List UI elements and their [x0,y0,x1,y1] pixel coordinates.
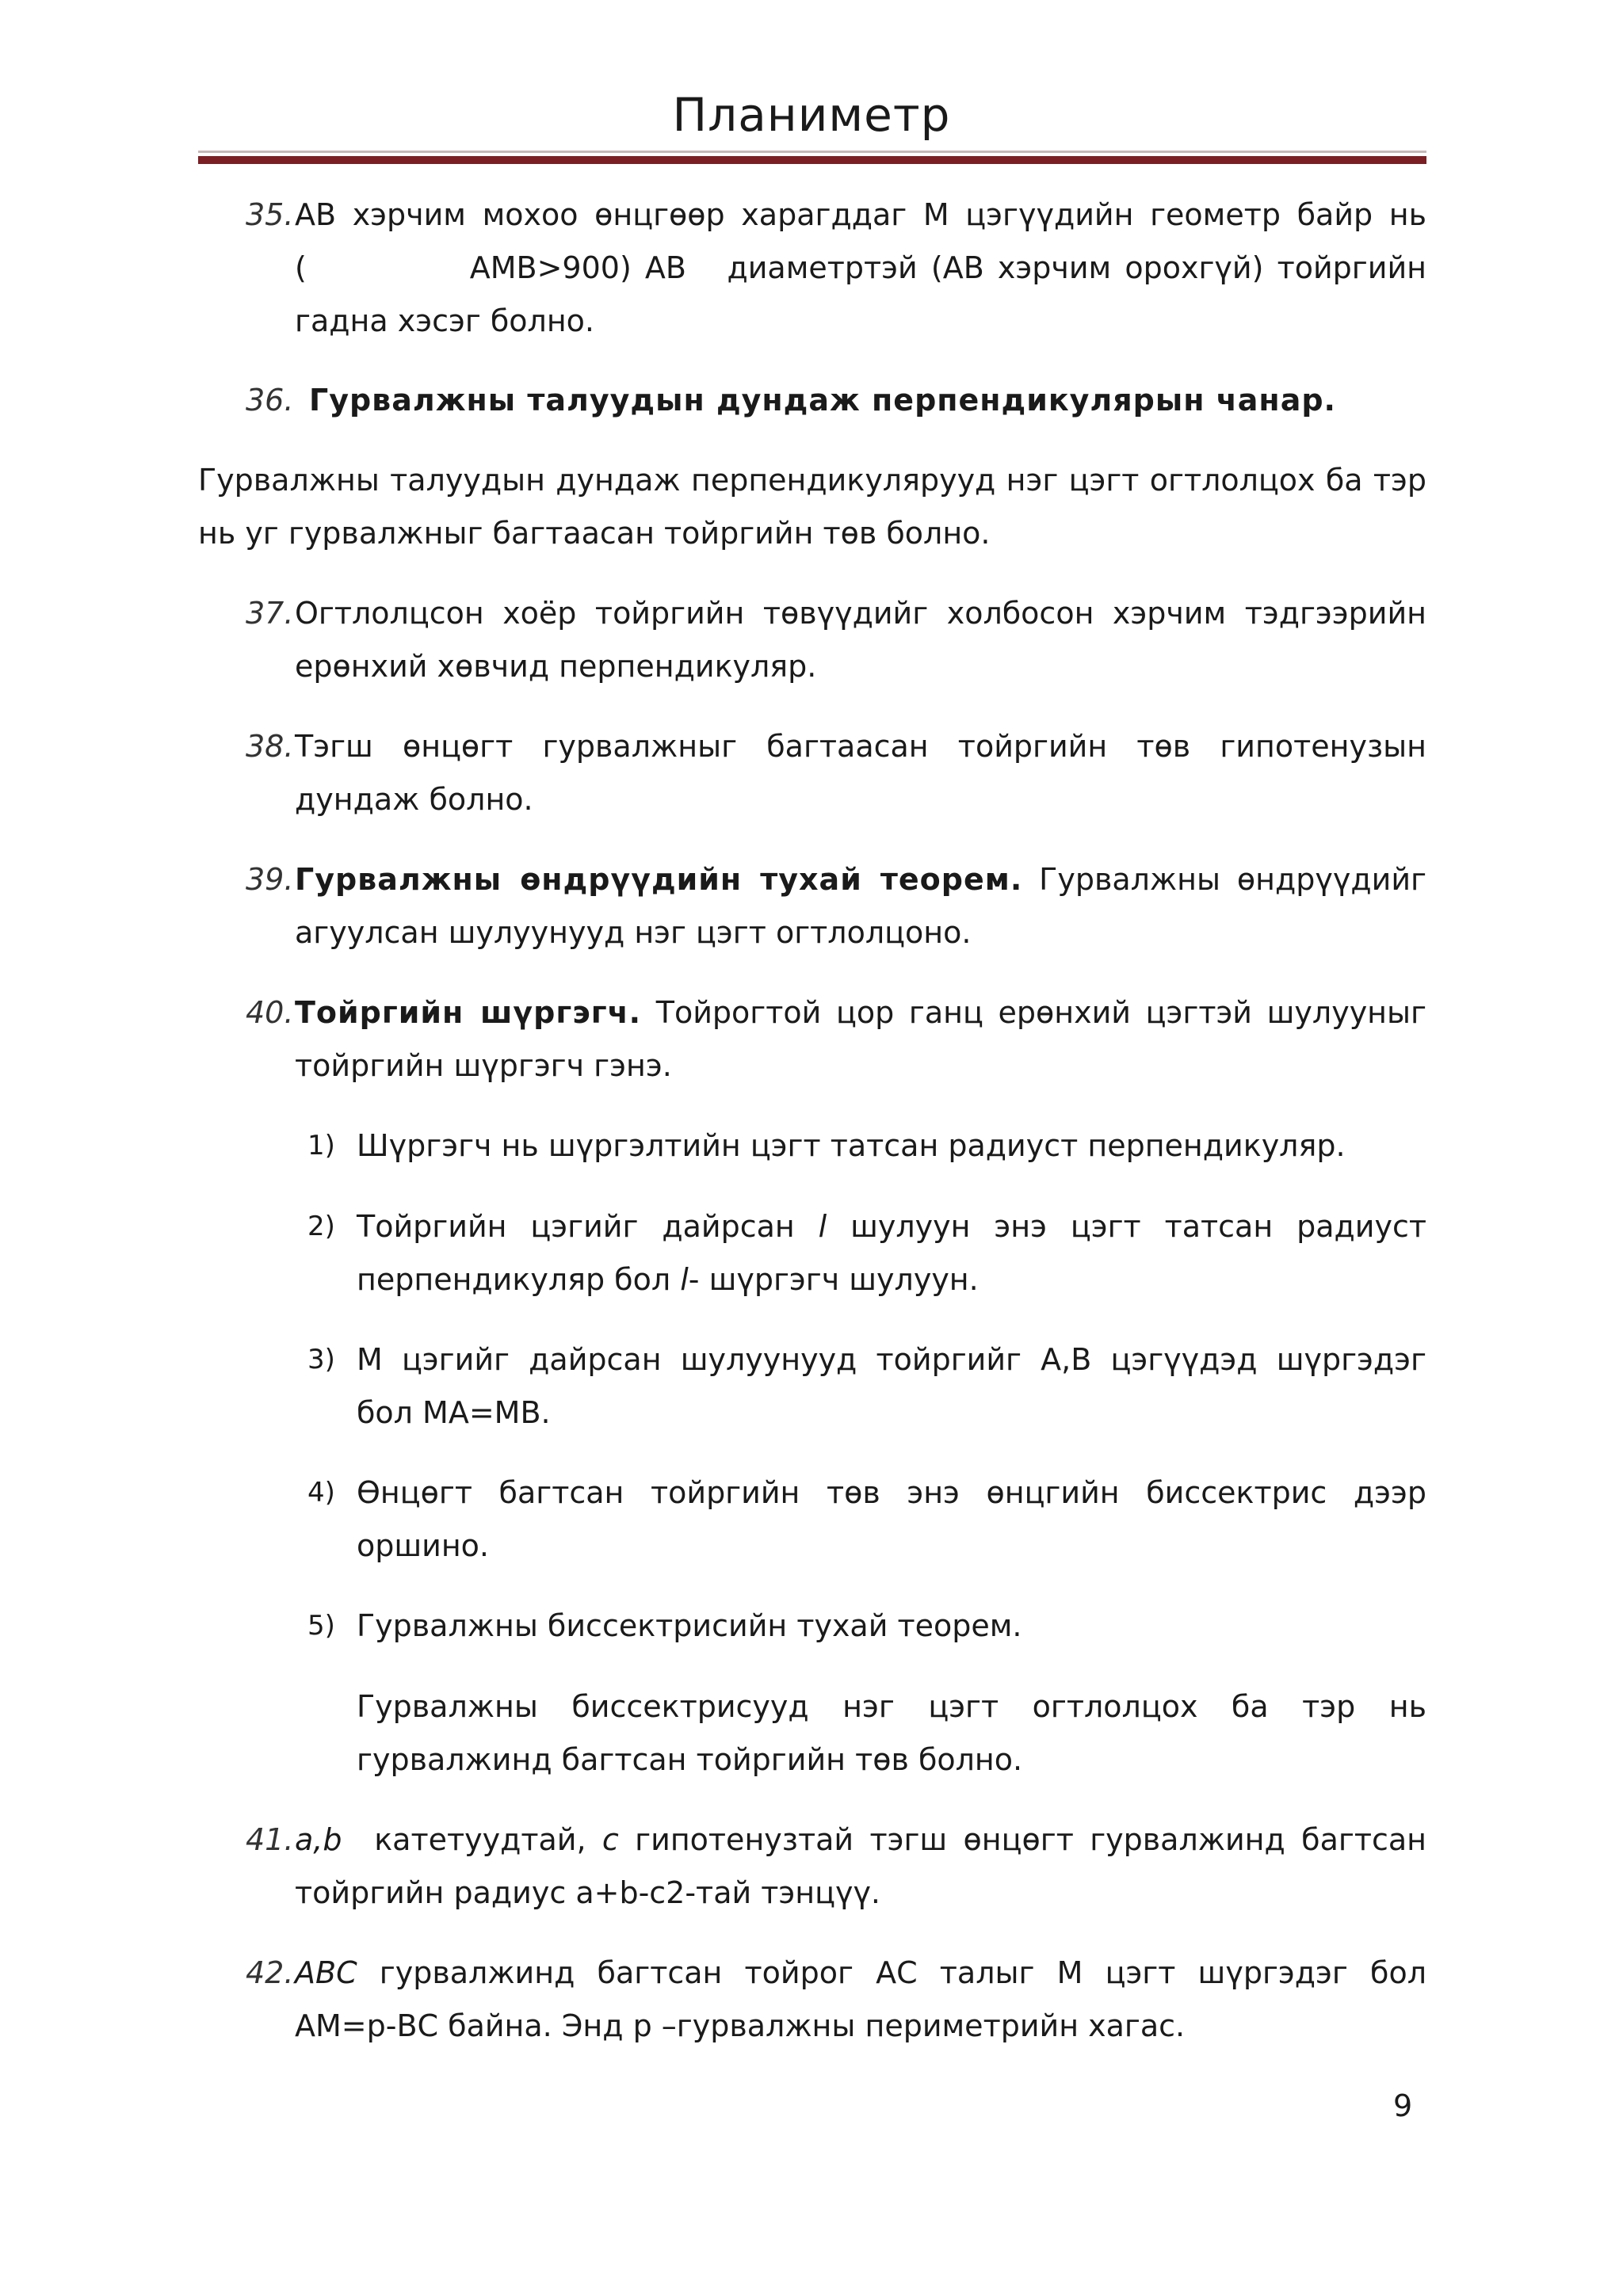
item-39 [247,853,1426,959]
item-number: 36. [246,383,294,418]
sub-item-5-paragraph-line-1: Гурвалжны биссектрисууд нэг цэгт огтлолцох ба тэр нь [357,1689,1426,1724]
item-35-line-2: ( AMB>900) АВ диаметртэй (АВ хэрчим орохгүй) тойргийн [295,250,1426,285]
item-40 [247,986,1426,1093]
sub-item-2-line-2a: перпендикуляр бол [357,1262,681,1297]
item-38-line-1: Тэгш өнцөгт гурвалжныг багтаасан тойргийн төв гипотенузын [295,729,1426,764]
item-41-line-1a: катетуудтай, [342,1822,602,1857]
item-40-line-2: тойргийн шүргэгч гэнэ. [295,1048,672,1083]
item-number: 40. [246,995,294,1030]
item-42-line-2: АМ=р-ВС байна. Энд р –гурвалжны периметрийн хагас. [295,2008,1186,2043]
item-40-bold-title: Тойргийн шүргэгч. [295,995,642,1030]
item-41 [247,1814,1426,1920]
item-35 [247,189,1426,348]
line-symbol-l: l [818,1209,827,1244]
sub-item-4-line-2: оршино. [357,1528,490,1563]
sub-item-2-line-2b: - шүргэгч шулуун. [688,1262,979,1297]
item-37-line-2: ерөнхий хөвчид перпендикуляр. [295,649,817,684]
page-number: 9 [1393,2088,1413,2123]
item-40-line-1-rest: Тойрогтой цор ганц ерөнхий цэгтэй шулууныг [641,995,1426,1030]
item-38 [247,720,1426,826]
sub-item-4-line-1: Өнцөгт багтсан тойргийн төв энэ өнцгийн биссектрис дээр [357,1475,1426,1510]
item-number: 41. [246,1822,294,1857]
sub-item-3-line-1: М цэгийг дайрсан шулуунууд тойргийг А,В цэгүүдэд шүргэдэг [357,1342,1426,1377]
item-number: 37. [246,596,294,631]
sub-item-5 [307,1600,1426,1653]
header-rule-thin [198,151,1426,153]
item-39-bold-title: Гурвалжны өндрүүдийн тухай теорем. [295,862,1023,897]
sub-item-2-line-1b: шулуун энэ цэгт татсан радиуст [827,1209,1426,1244]
sub-item-3-line-2: бол МА=МВ. [357,1395,551,1430]
variables-ab: a,b [295,1822,342,1857]
item-42-line-1b: гурвалжинд багтсан тойрог АС талыг М цэгт шүргэдэг бол [357,1955,1426,1990]
page-header-title: Планиметр [672,88,951,142]
paragraph-36 [198,454,1426,560]
item-39-line-2: агуулсан шулуунууд нэг цэгт огтлолцоно. [295,915,972,950]
item-number: 35. [246,197,294,232]
sub-item-number: 5) [307,1610,335,1642]
header-rule-thick [198,156,1426,164]
sub-item-4 [307,1466,1426,1573]
paragraph-36-line-1: Гурвалжны талуудын дундаж перпендикулярууд нэг цэгт огтлолцох ба тэр [198,463,1426,498]
item-37-line-1: Огтлолцсон хоёр тойргийн төвүүдийг холбосон хэрчим тэдгээрийн [295,596,1426,631]
sub-item-5-line-1: Гурвалжны биссектрисийн тухай теорем. [357,1608,1022,1643]
variable-c: c [601,1822,619,1857]
line-symbol-l: l [680,1262,689,1297]
sub-item-1-line-1: Шүргэгч нь шүргэлтийн цэгт татсан радиуст перпендикуляр. [357,1128,1346,1163]
item-42 [247,1947,1426,2053]
item-41-line-2: тойргийн радиус a+b-c2-тай тэнцүү. [295,1875,881,1910]
sub-item-number: 2) [307,1211,335,1242]
item-36 [247,374,1426,427]
sub-item-1 [307,1119,1426,1173]
item-35-line-3: гадна хэсэг болно. [295,303,595,338]
sub-item-3 [307,1333,1426,1440]
triangle-abc: ABC [295,1955,357,1990]
item-39-line-1-rest: Гурвалжны өндрүүдийг [1022,862,1426,897]
sub-item-2-line-1a: Тойргийн цэгийг дайрсан [357,1209,819,1244]
sub-item-number: 3) [307,1344,335,1375]
item-37 [247,587,1426,693]
item-35-line-1: АВ хэрчим мохоо өнцгөөр харагддаг М цэгүүдийн геометр байр нь [295,197,1426,232]
paragraph-36-line-2: нь уг гурвалжныг багтаасан тойргийн төв болно. [198,516,991,551]
sub-item-5-paragraph [307,1680,1426,1787]
item-number: 39. [246,862,294,897]
item-41-line-1b: гипотенузтай тэгш өнцөгт гурвалжинд багтсан [618,1822,1426,1857]
item-36-title: Гурвалжны талуудын дундаж перпендикулярын чанар. [309,383,1336,418]
item-38-line-2: дундаж болно. [295,782,533,817]
item-number: 38. [246,729,294,764]
sub-item-5-paragraph-line-2: гурвалжинд багтсан тойргийн төв болно. [357,1742,1023,1777]
sub-item-2 [307,1200,1426,1306]
sub-item-number: 4) [307,1477,335,1508]
item-number: 42. [246,1955,294,1990]
sub-item-number: 1) [307,1130,335,1161]
